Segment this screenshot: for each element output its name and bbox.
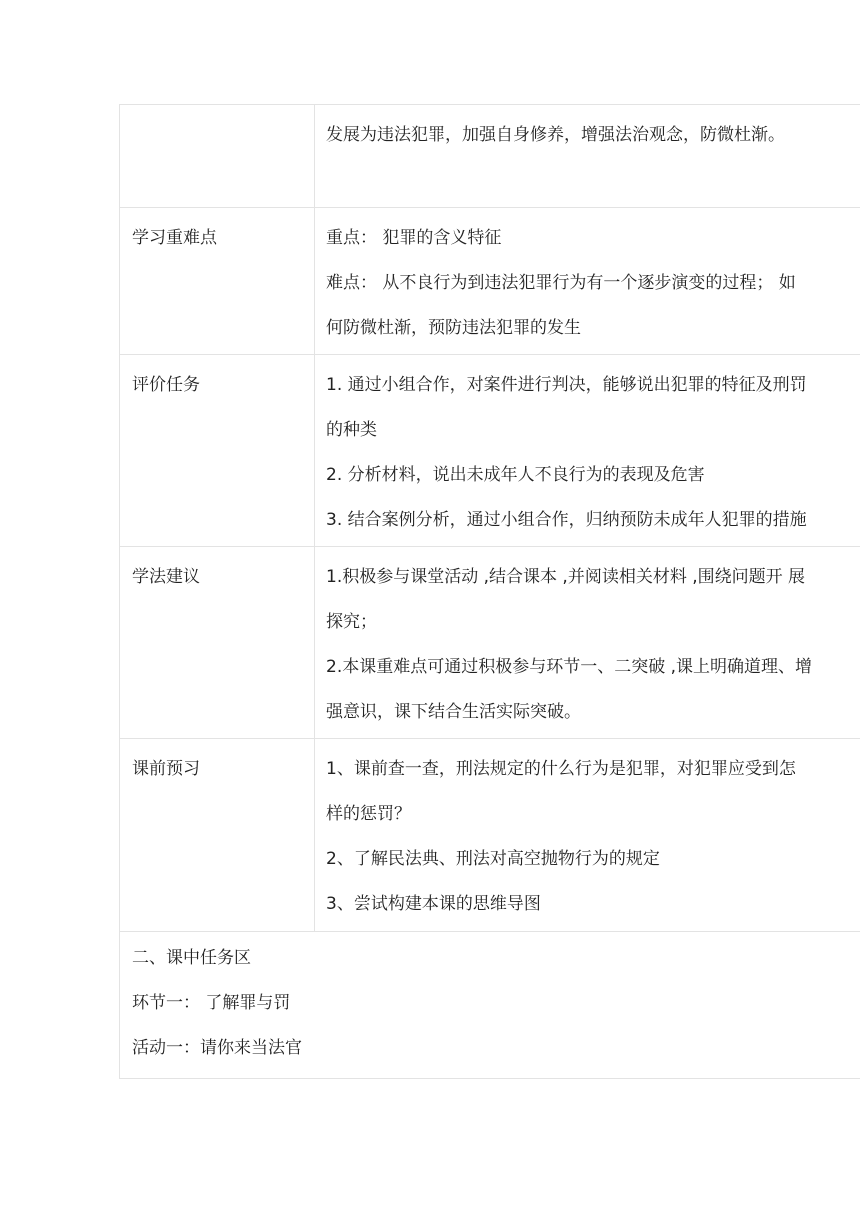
row-label: 学习重难点 bbox=[120, 208, 315, 355]
row-content bbox=[315, 208, 860, 355]
content-line: 1. 通过小组合作，对案件进行判决，能够说出犯罪的特征及刑罚 bbox=[326, 375, 807, 395]
content-line: 2.本课重难点可通过积极参与环节一、二突破 ,课上明确道理、增 bbox=[326, 657, 813, 677]
row-label: 评价任务 bbox=[120, 355, 315, 547]
row-content bbox=[315, 355, 860, 547]
content-line: 探究； bbox=[326, 612, 377, 632]
content-line: 样的惩罚？ bbox=[326, 804, 411, 824]
row-label: 学法建议 bbox=[120, 547, 315, 739]
row-content bbox=[315, 547, 860, 739]
content-line: 的种类 bbox=[326, 420, 377, 440]
content-line: 3. 结合案例分析，通过小组合作，归纳预防未成年人犯罪的措施 bbox=[326, 510, 807, 530]
table-row-preview bbox=[120, 739, 860, 932]
content-line: 3、尝试构建本课的思维导图 bbox=[326, 894, 541, 914]
content-line: 重点： 犯罪的含义特征 bbox=[326, 228, 502, 248]
content-line: 发展为违法犯罪，加强自身修养，增强法治观念，防微杜渐。 bbox=[326, 125, 785, 145]
content-line: 1、课前查一查，刑法规定的什么行为是犯罪，对犯罪应受到怎 bbox=[326, 759, 796, 779]
lesson-plan-table bbox=[119, 104, 860, 1079]
content-line: 强意识，课下结合生活实际突破。 bbox=[326, 702, 581, 722]
table-row-key-points bbox=[120, 208, 860, 355]
content-line: 2、了解民法典、刑法对高空抛物行为的规定 bbox=[326, 849, 660, 869]
row-content bbox=[315, 739, 860, 932]
section-title: 二、课中任务区 bbox=[132, 948, 251, 968]
section-step: 环节一： 了解罪与罚 bbox=[132, 993, 291, 1013]
row-label: 课前预习 bbox=[120, 739, 315, 932]
content-line: 1.积极参与课堂活动 ,结合课本 ,并阅读相关材料 ,围绕问题开 展 bbox=[326, 567, 806, 587]
section-activity: 活动一：请你来当法官 bbox=[132, 1038, 302, 1058]
section-cell bbox=[120, 932, 860, 1079]
table-row-in-class-tasks bbox=[120, 932, 860, 1079]
row-content bbox=[315, 105, 860, 208]
content-line: 何防微杜渐，预防违法犯罪的发生 bbox=[326, 318, 581, 338]
table-row-study-suggestions bbox=[120, 547, 860, 739]
table-row-evaluation-tasks bbox=[120, 355, 860, 547]
table-row-continuation bbox=[120, 105, 860, 208]
content-line: 2. 分析材料，说出未成年人不良行为的表现及危害 bbox=[326, 465, 705, 485]
row-label bbox=[120, 105, 315, 208]
content-line: 难点： 从不良行为到违法犯罪行为有一个逐步演变的过程； 如 bbox=[326, 273, 796, 293]
